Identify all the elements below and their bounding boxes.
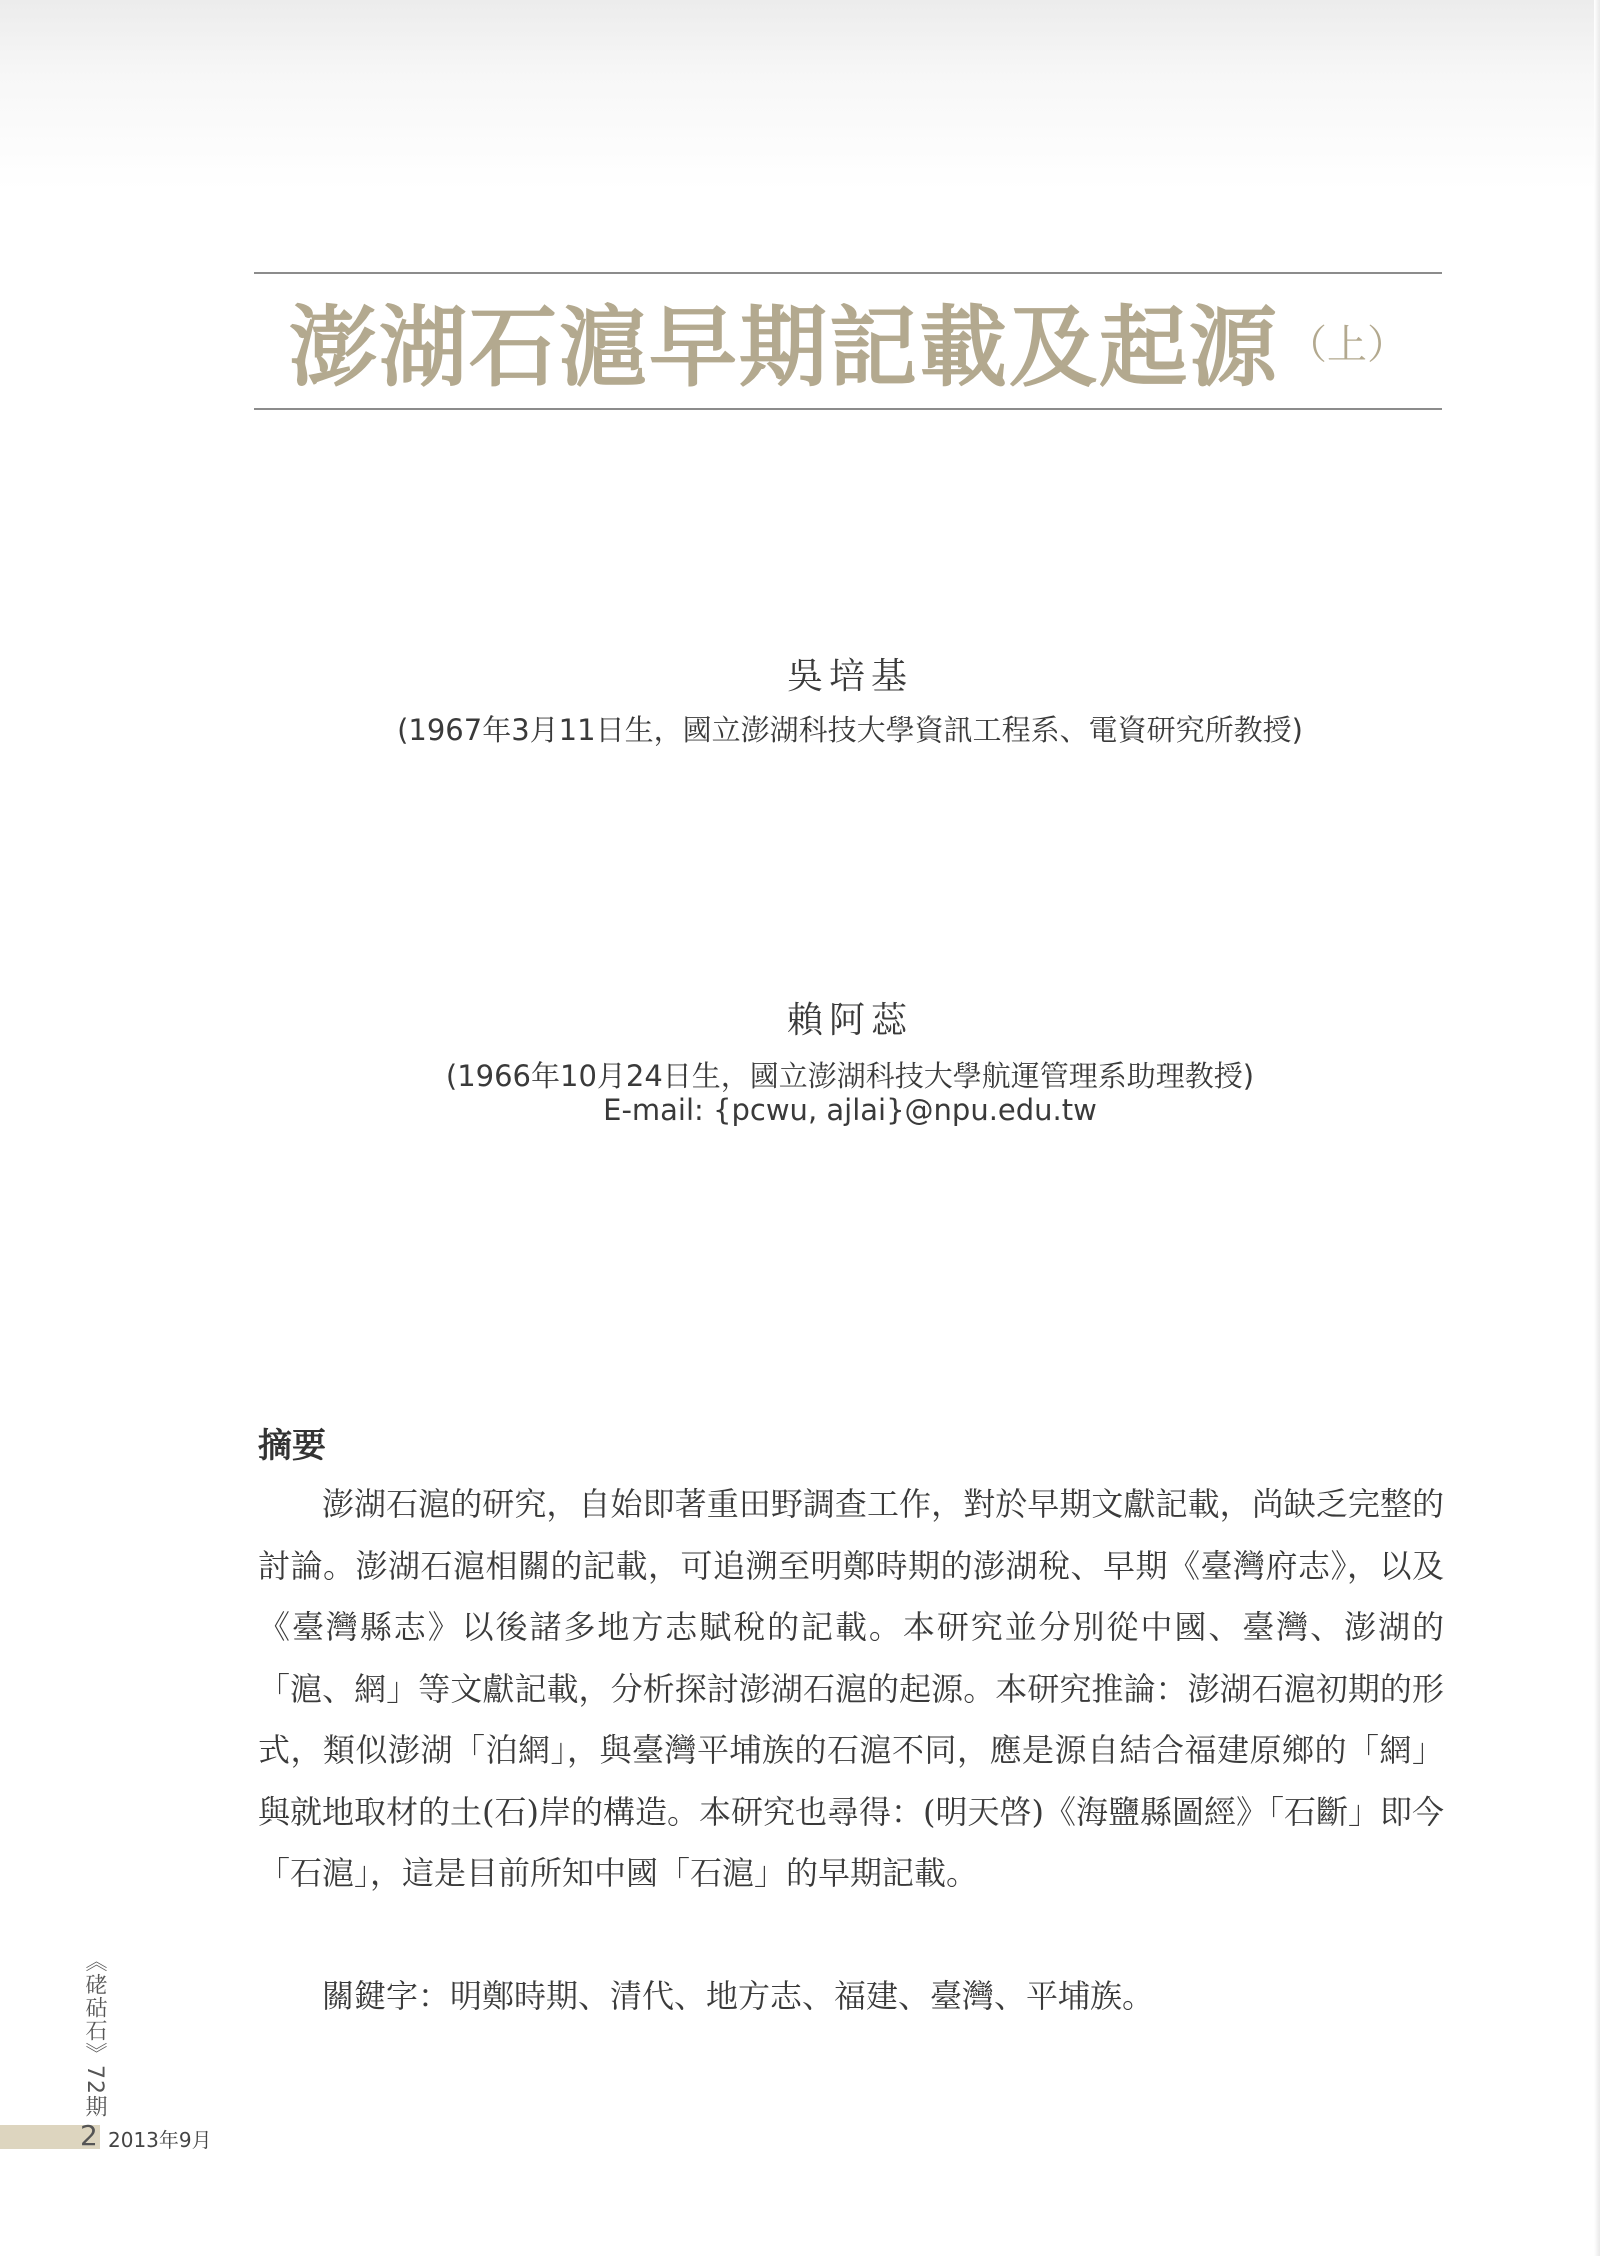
author-name-2: 賴阿蕊 [786,1000,913,1041]
scan-shading [0,0,1600,190]
author-name-1: 吳培基 [786,656,913,697]
title-top-rule [254,272,1442,274]
author-info-1: (1967年3月11日生，國立澎湖科技大學資訊工程系、電資研究所教授) [397,713,1303,747]
abstract-heading: 摘要 [258,1426,326,1466]
abstract-body: 澎湖石滬的研究，自始即著重田野調查工作，對於早期文獻記載，尚缺乏完整的討論。澎湖石滬相關的記載，可追溯至明鄭時期的澎湖稅、早期《臺灣府志》，以及《臺灣縣志》以後諸多地方志賦稅的記載。本研究並分別從中國、臺灣、澎湖的「滬、網」等文獻記載，分析探討澎湖石滬的起源。本研究推論：澎湖石滬初期的形式，類似澎湖「泊網」，與臺灣平埔族的石滬不同，應是源自結合福建原鄉的「網」與就地取材的土(石)岸的構造。本研究也尋得：(明天啓)《海鹽縣圖經》「石斷」即今「石滬」，這是目前所知中國「石滬」的早期記載。 [258,1485,1444,1892]
article-title-main: 澎湖石滬早期記載及起源 [288,295,1279,399]
issue-date: 2013年9月 [108,2128,212,2152]
author-info-2: (1966年10月24日生，國立澎湖科技大學航運管理系助理教授) [445,1059,1255,1093]
keywords: 關鍵字：明鄭時期、清代、地方志、福建、臺灣、平埔族。 [322,1977,1155,2015]
article-title [254,278,1442,404]
page-number: 2 [80,2119,98,2152]
author-email: E-mail: {pcwu, ajlai}@npu.edu.tw [603,1093,1097,1127]
title-bottom-rule [254,408,1442,410]
journal-issue-vertical: 《硓𥑮石》72期 [82,1950,107,2118]
page-edge [1594,0,1600,2256]
article-title-part: （上） [1287,321,1407,368]
